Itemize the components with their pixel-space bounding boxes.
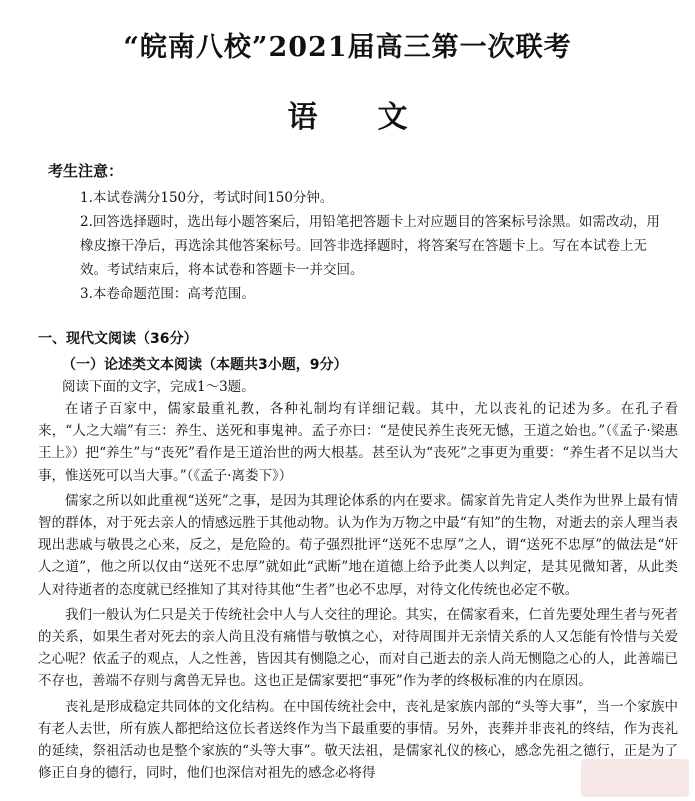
notice-item: 1.本试卷满分150分，考试时间150分钟。 — [80, 190, 334, 206]
reading-instruction: 阅读下面的文字，完成1～3题。 — [62, 379, 255, 395]
passage-paragraph: 在诸子百家中，儒家最重礼教，各种礼制均有详细记载。其中，尤以丧礼的记述为多。在孔子看来，“人之大端”有三：养生、送死和事鬼神。孟子亦曰：“是使民养生丧死无憾，王道之始也。”（《孟子·梁惠王上》）把“养生”与“丧死”看作是王道治世的两大根基。甚至认为“丧死”之事更为重要：“养生者不足以当大事，惟送死可以当大事。”（《孟子·离娄下》） — [38, 401, 678, 484]
passage-paragraph: 儒家之所以如此重视“送死”之事，是因为其理论体系的内在要求。儒家首先肯定人类作为世界上最有情智的群体，对于死去亲人的情感远胜于其他动物。认为作为万物之中最“有知”的生物，对逝去的亲人理当表现出悲戚与敬畏之心来，反之，是危险的。荀子强烈批评“送死不忠厚”之人，谓“送死不忠厚”的做法是“奸人之道”，他之所以仅由“送死不忠厚”就如此“武断”地在道德上给予此类人以判定，是其见微知著，从此类人对待逝者的态度就已经推知了其对待其他“生者”也必不忠厚，对待文化传统也必定不敬。 — [38, 492, 678, 598]
notice-heading: 考生注意： — [48, 162, 124, 180]
subject-title: 语文 — [287, 100, 468, 135]
watermark-stamp — [581, 759, 689, 797]
section-heading: 一、现代文阅读（36分） — [38, 331, 198, 347]
reading-passage — [38, 398, 678, 787]
notice-item: 3.本卷命题范围：高考范围。 — [80, 286, 255, 302]
sub-section-heading: （一）论述类文本阅读（本题共3小题，9分） — [62, 357, 348, 373]
notice-item: 2.回答选择题时，选出每小题答案后，用铅笔把答题卡上对应题目的答案标号涂黑。如需改动，用橡皮擦干净后，再选涂其他答案标号。回答非选择题时，将答案写在答题卡上。写在本试卷上无效。考试结束后，将本试卷和答题卡一并交回。 — [80, 214, 660, 278]
exam-title: “皖南八校”2021届高三第一次联考 — [123, 32, 572, 63]
passage-paragraph: 我们一般认为仁只是关于传统社会中人与人交往的理论。其实，在儒家看来，仁首先要处理生者与死者的关系，如果生者对死去的亲人尚且没有痛惜与敬慎之心，对待周围并无亲情关系的人又怎能有怜惜与关爱之心呢？依孟子的观点，人之性善，皆因其有恻隐之心，而对自己逝去的亲人尚无恻隐之心的人，此善端已不存也，善端不存则与禽兽无异也。这也正是儒家要把“事死”作为孝的终极标准的内在原因。 — [38, 606, 678, 690]
passage-paragraph: 丧礼是形成稳定共同体的文化结构。在中国传统社会中，丧礼是家族内部的“头等大事”，当一个家族中有老人去世，所有族人都把给这位长者送终作为当下最重要的事情。另外，丧葬并非丧礼的终结，作为丧礼的延续，祭祖活动也是整个家族的“头等大事”。敬天法祖，是儒家礼仪的核心，感念先祖之德行，正是为了修正自身的德行，同时，他们也深信对祖先的感念必将得 — [38, 698, 678, 782]
notice-list — [80, 186, 666, 306]
